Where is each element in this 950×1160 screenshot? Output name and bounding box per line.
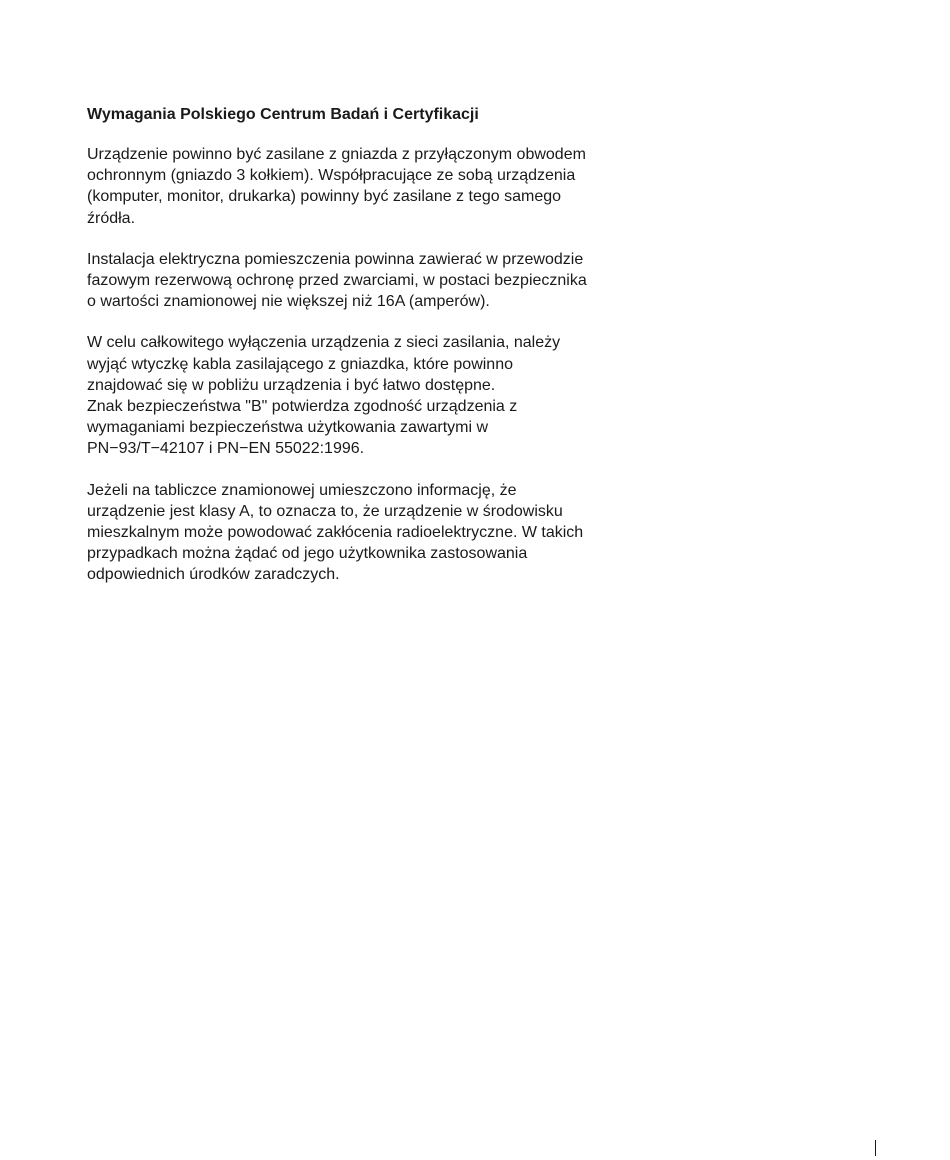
paragraph-fuse [87, 249, 667, 313]
document-heading: Wymagania Polskiego Centrum Badań i Certyfikacji [87, 106, 479, 123]
page-edge-mark [875, 1140, 876, 1156]
document-body [87, 104, 667, 606]
text-line: Urządzenie powinno być zasilane z gniazda z przyłączonym obwodem [87, 146, 586, 163]
paragraph-grounding [87, 144, 667, 229]
text-line: wyjąć wtyczkę kabla zasilającego z gniazdka, które powinno [87, 355, 513, 373]
text-line: W celu całkowitego wyłączenia urządzenia z sieci zasilania, należy [87, 334, 561, 352]
text-line: znajdować się w pobliżu urządzenia i być łatwo dostępne. [87, 376, 496, 394]
text-line: mieszkalnym może powodować zakłócenia radioelektryczne. W takich [87, 524, 584, 542]
text-line: Jeżeli na tabliczce znamionowej umieszczono informację, że [87, 481, 517, 499]
text-line: Znak bezpieczeństwa "B" potwierdza zgodność urządzenia z [87, 398, 518, 416]
text-line: urządzenie jest klasy A, to oznacza to, że urządzenie w środowisku [87, 502, 563, 520]
paragraph-class-a [87, 480, 667, 586]
text-line: odpowiednich úrodków zaradczych. [87, 566, 340, 584]
text-line: przypadkach można żądać od jego użytkownika zastosowania [87, 545, 528, 563]
text-line: ochronnym (gniazdo 3 kołkiem). Współpracujące ze sobą urządzenia [87, 167, 576, 185]
text-line: wymaganiami bezpieczeństwa użytkowania zawartymi w [87, 419, 489, 437]
text-line: Instalacja elektryczna pomieszczenia powinna zawierać w przewodzie [87, 250, 584, 268]
text-line: PN−93/T−42107 i PN−EN 55022:1996. [87, 440, 365, 458]
text-line: o wartości znamionowej nie większej niż 16A (amperów). [87, 293, 490, 311]
text-line: fazowym rezerwową ochronę przed zwarciami, w postaci bezpiecznika [87, 272, 587, 290]
text-line: (komputer, monitor, drukarka) powinny być zasilane z tego samego [87, 188, 562, 206]
paragraph-disconnect [87, 332, 667, 459]
text-line: źródła. [87, 209, 136, 227]
